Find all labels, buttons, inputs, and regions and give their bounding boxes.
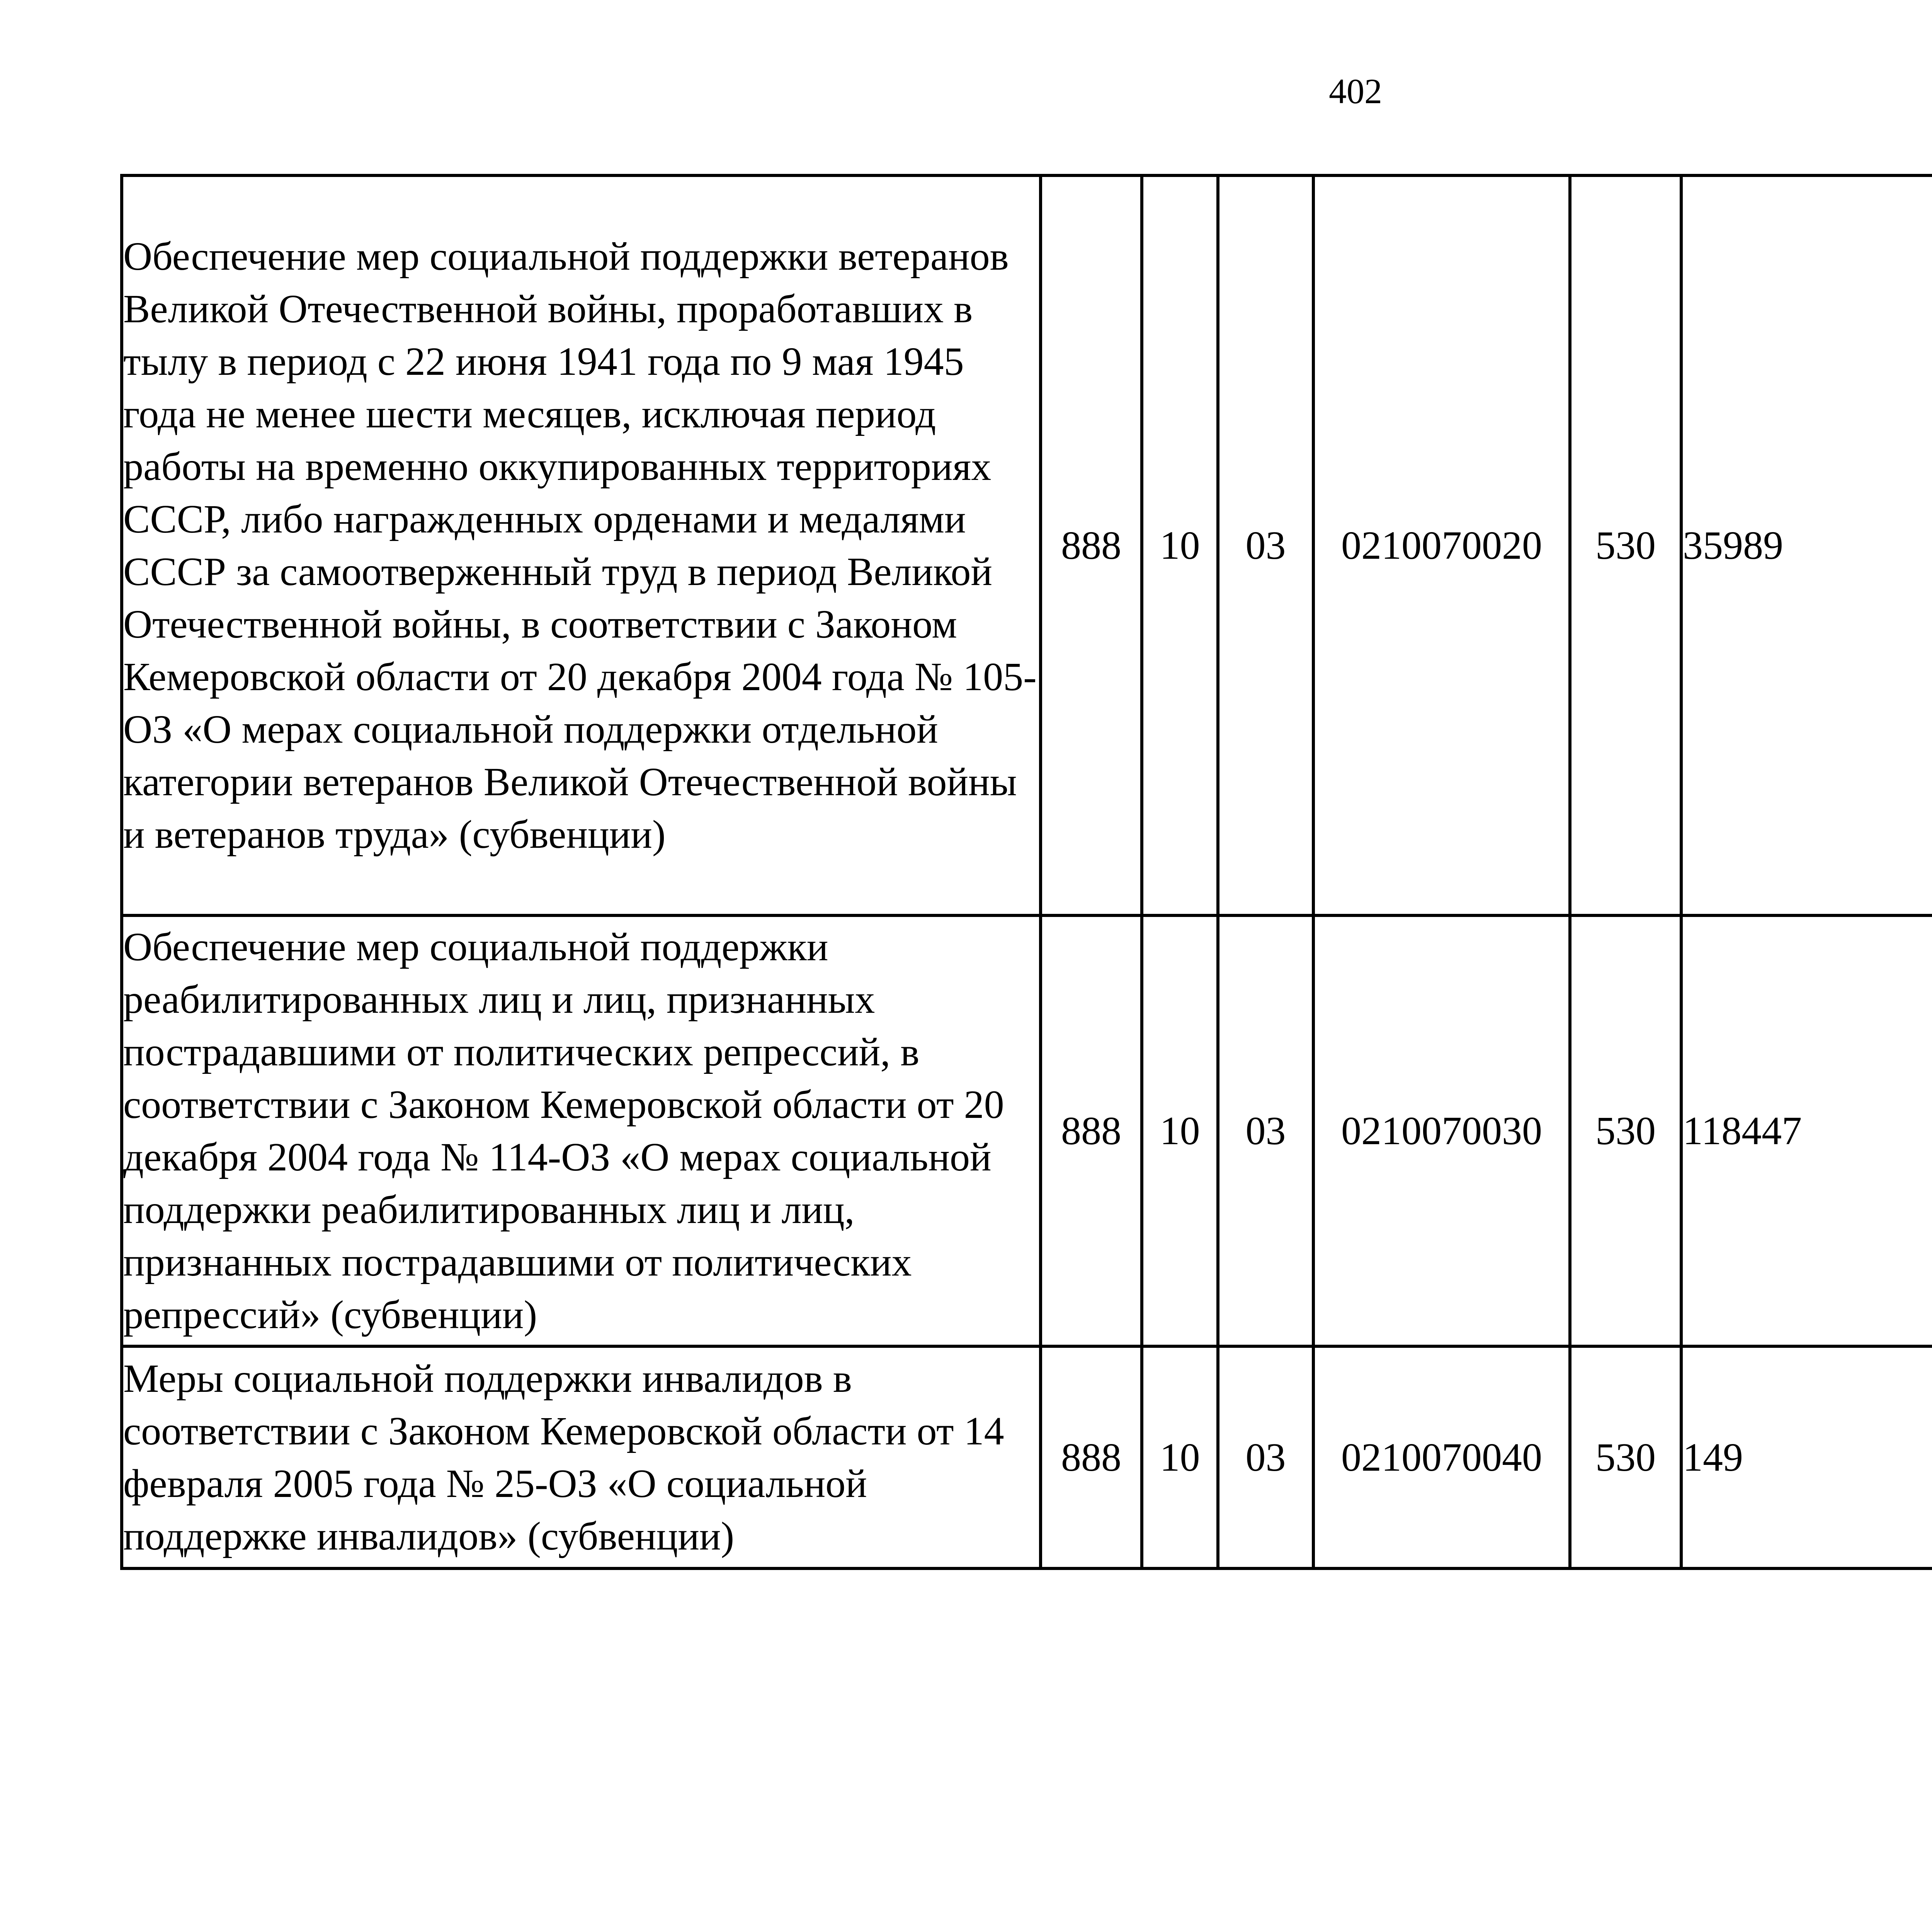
subsection-code: 03 [1218,175,1313,915]
row-description: Обеспечение мер социальной поддержки реабилитированных лиц и лиц, признанных пострадавшими от политических репрессий, в соответствии с Законом Кемеровской области от 20 декабря 2004 года № 114-ОЗ «О мерах социальной поддержки реабилитированных лиц и лиц, признанных пострадавшими от политических репрессий» (субвенции) [122,915,1041,1346]
amount-1: 118447 [1681,915,1932,1346]
subsection-code: 03 [1218,1346,1313,1568]
subsection-code: 03 [1218,915,1313,1346]
target-article-code: 0210070020 [1313,175,1570,915]
ministry-code: 888 [1041,1346,1142,1568]
amount-1: 35989 [1681,175,1932,915]
expense-type-code: 530 [1570,915,1681,1346]
table-row [122,915,1932,1346]
section-code: 10 [1142,175,1218,915]
target-article-code: 0210070030 [1313,915,1570,1346]
target-article-code: 0210070040 [1313,1346,1570,1568]
table-row [122,175,1932,915]
row-description: Обеспечение мер социальной поддержки ветеранов Великой Отечественной войны, проработавших в тылу в период с 22 июня 1941 года по 9 мая 1945 года не менее шести месяцев, исключая период работы на временно оккупированных территориях СССР, либо награжденных орденами и медалями СССР за самоотверженный труд в период Великой Отечественной войны, в соответствии с Законом Кемеровской области от 20 декабря 2004 года № 105-ОЗ «О мерах социальной поддержки отдельной категории ветеранов Великой Отечественной войны и ветеранов труда» (субвенции) [122,175,1041,915]
section-code: 10 [1142,1346,1218,1568]
budget-table [120,174,1932,1570]
ministry-code: 888 [1041,175,1142,915]
section-code: 10 [1142,915,1218,1346]
ministry-code: 888 [1041,915,1142,1346]
expense-type-code: 530 [1570,175,1681,915]
table-row [122,1346,1932,1568]
expense-type-code: 530 [1570,1346,1681,1568]
amount-1: 149 [1681,1346,1932,1568]
page-number: 402 [1329,71,1382,111]
row-description: Меры социальной поддержки инвалидов в соответствии с Законом Кемеровской области от 14 февраля 2005 года № 25-ОЗ «О социальной поддержке инвалидов» (субвенции) [122,1346,1041,1568]
